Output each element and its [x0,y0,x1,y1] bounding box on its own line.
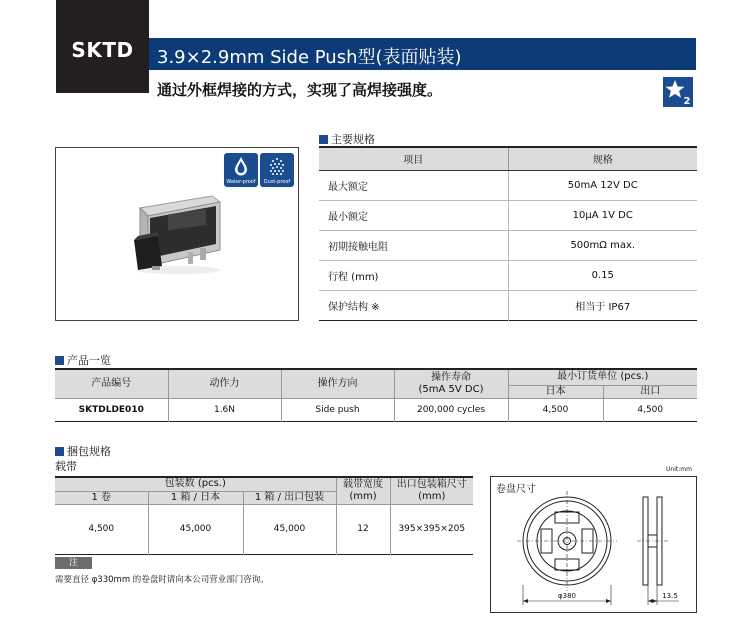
dustproof-label: Dust-proof [263,179,291,185]
specs-heading: 主要规格 [319,131,375,147]
section-marker-icon [55,356,64,365]
packing-heading: 捆包规格 [55,443,111,459]
specs-table [319,146,697,321]
page-subtitle: 通过外框焊接的方式，实现了高焊接强度。 [157,81,443,99]
title-bar [149,38,696,70]
specs-col-value: 规格 [508,147,697,170]
model-code: SKTD [71,38,134,62]
packing-table: 包装数 (pcs.) 载带宽度 (mm) 出口包装箱尺寸 (mm) 1 卷 1 箱 / 日本 1 箱 / 出口包装 4,500 45,000 45,000 12 395×395×205 [55,476,473,555]
table-row: SKTDLDE010 1.6N Side push 200,000 cycles 4,500 4,500 [55,398,697,421]
reel-diagram [491,477,698,614]
waterproof-label: Water-proof [226,179,256,185]
table-row: 行程 (mm) 0.15 [319,260,697,290]
dustproof-badge [260,153,294,187]
reel-drawing-panel [490,476,697,613]
water-drop-icon [233,156,249,176]
star-rating-icon [663,77,693,107]
note-badge: 注 [55,557,92,569]
table-row: 最大额定 50mA 12V DC [319,170,697,200]
reel-diameter-label: φ380 [558,592,576,600]
reel-width-label: 13.5 [662,592,678,600]
specs-col-item: 项目 [319,147,508,170]
table-row: 初期接触电阻 500mΩ max. [319,230,697,260]
dust-particles-icon [268,156,286,178]
section-marker-icon [55,447,64,456]
product-image-panel [55,147,299,321]
table-row: 4,500 45,000 45,000 12 395×395×205 [55,504,473,554]
packing-subheading: 载带 [55,460,77,473]
product-list-table: 产品编号 动作力 操作方向 操作寿命 (5mA 5V DC) 最小订货单位 (pcs.) 日本 出口 SKTDLDE010 1.6N Side push 200,000 cycles 4,500 4,500 [55,368,697,422]
table-row: 保护结构 ※ 相当于 IP67 [319,290,697,320]
waterproof-badge [224,153,258,187]
star-rating-number: 2 [683,96,691,107]
reel-title: 卷盘尺寸 [496,484,536,495]
table-row: 最小额定 10μA 1V DC [319,200,697,230]
note-text: 需要直径 φ330mm 的卷盘时请向本公司营业部门咨询。 [55,575,269,585]
unit-label: Unit:mm [666,466,692,473]
product-list-heading: 产品一览 [55,352,111,368]
page-title: 3.9×2.9mm Side Push型(表面贴装) [157,47,462,68]
switch-product-photo [128,188,228,278]
section-marker-icon [319,135,328,144]
model-code-box [56,0,149,93]
